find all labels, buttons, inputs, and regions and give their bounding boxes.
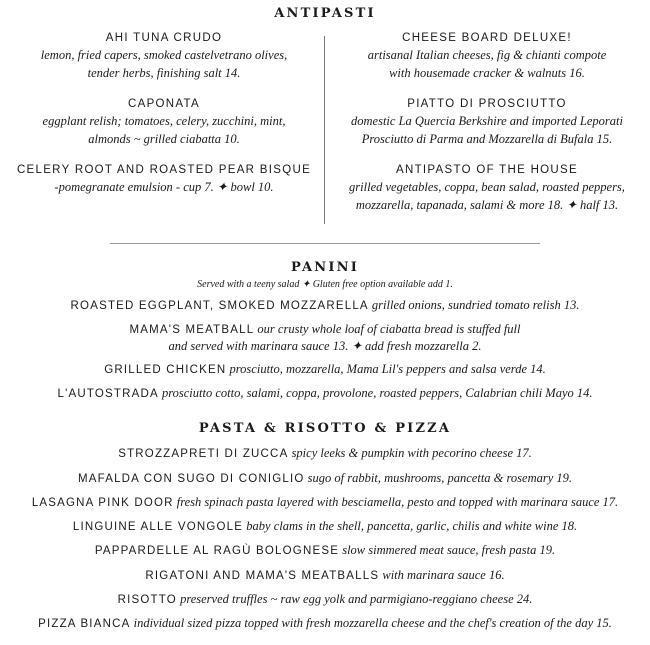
item-desc: tender herbs, finishing salt 14. (87, 66, 241, 80)
menu-item (0, 493, 650, 512)
menu-item (0, 590, 650, 609)
menu-item (0, 296, 650, 315)
item-desc: and served with marinara sauce 13. ✦ add fresh mozzarella 2. (168, 339, 482, 353)
item-name: PAPPARDELLE AL RAGÙ BOLOGNESE (94, 545, 340, 557)
item-desc: domestic La Quercia Berkshire and imported Leporati (351, 114, 623, 128)
item-desc: Prosciutto di Parma and Mozzarella di Bufala 15. (361, 132, 613, 146)
item-name: CHEESE BOARD DELUXE! (402, 32, 572, 44)
menu-item (0, 360, 650, 379)
pasta-heading: PASTA & RISOTTO & PIZZA (198, 421, 452, 436)
item-name: ANTIPASTO OF THE HOUSE (396, 164, 578, 176)
item-name: L'AUTOSTRADA (57, 388, 159, 400)
item-desc: preserved truffles ~ raw egg yolk and parmigiano-reggiano cheese 24. (176, 592, 533, 606)
item-name: ROASTED EGGPLANT, SMOKED MOZZARELLA (70, 300, 369, 312)
column-divider (324, 36, 325, 224)
item-desc: eggplant relish; tomatoes, celery, zucchini, mint, (42, 114, 286, 128)
item-desc: individual sized pizza topped with fresh mozzarella cheese and the chef's creation of the day 15. (130, 616, 612, 630)
item-desc: lemon, fried capers, smoked castelvetrano olives, (40, 48, 288, 62)
item-name: RISOTTO (117, 594, 177, 606)
item-desc: mozzarella, tapanada, salami & more 18. ✦ half 13. (355, 198, 619, 212)
item-name: CAPONATA (128, 98, 200, 110)
menu-item (334, 162, 640, 214)
section-divider (110, 243, 540, 244)
item-name: STROZZAPRETI DI ZUCCA (118, 448, 289, 460)
panini-note: Served with a teeny salad ✦ Gluten free option available add 1. (197, 279, 453, 290)
menu-item (0, 384, 650, 403)
item-desc: with marinara sauce 16. (379, 568, 505, 582)
item-desc: with housemade cracker & walnuts 16. (389, 66, 585, 80)
antipasti-heading: ANTIPASTI (274, 6, 376, 21)
item-name: PIZZA BIANCA (38, 618, 131, 630)
menu-item (14, 162, 314, 196)
item-desc: prosciutto cotto, salami, coppa, provolone, roasted peppers, Calabrian chili Mayo 14. (158, 386, 593, 400)
item-desc: grilled vegetables, coppa, bean salad, roasted peppers, (349, 180, 625, 194)
item-name: CELERY ROOT AND ROASTED PEAR BISQUE (16, 164, 312, 176)
item-desc: our crusty whole loaf of ciabatta bread is stuffed full (254, 322, 521, 336)
menu-item (0, 469, 650, 488)
antipasti-left-column (14, 30, 314, 210)
item-name: GRILLED CHICKEN (104, 364, 227, 376)
item-name: LASAGNA PINK DOOR (31, 497, 174, 509)
panini-heading: PANINI (290, 260, 360, 275)
menu-item (0, 444, 650, 463)
item-desc: almonds ~ grilled ciabatta 10. (88, 132, 240, 146)
item-name: RIGATONI AND MAMA'S MEATBALLS (145, 570, 380, 582)
item-name: MAMA'S MEATBALL (129, 324, 255, 336)
item-desc: baby clams in the shell, pancetta, garlic, chilis and white wine 18. (243, 519, 578, 533)
menu-item (334, 30, 640, 82)
item-desc: sugo of rabbit, mushrooms, pancetta & rosemary 19. (304, 471, 573, 485)
item-desc: artisanal Italian cheeses, fig & chianti compote (367, 48, 607, 62)
menu-item-continued (0, 337, 650, 355)
menu-item (334, 96, 640, 148)
item-name: MAFALDA CON SUGO DI CONIGLIO (77, 473, 305, 485)
item-desc: prosciutto, mozzarella, Mama Lil's peppers and salsa verde 14. (226, 362, 546, 376)
item-desc: -pomegranate emulsion - cup 7. ✦ bowl 10. (54, 180, 274, 194)
menu-item (14, 30, 314, 82)
menu-item (0, 541, 650, 560)
item-name: LINGUINE ALLE VONGOLE (72, 521, 244, 533)
menu-item (0, 566, 650, 585)
item-desc: grilled onions, sundried tomato relish 13. (368, 298, 580, 312)
item-desc: spicy leeks & pumpkin with pecorino cheese 17. (288, 446, 532, 460)
item-desc: slow simmered meat sauce, fresh pasta 19. (339, 543, 556, 557)
menu-item (0, 614, 650, 633)
menu-item (14, 96, 314, 148)
item-name: AHI TUNA CRUDO (105, 32, 223, 44)
item-desc: fresh spinach pasta layered with besciamella, pesto and topped with marinara sauce 17. (173, 495, 619, 509)
item-name: PIATTO DI PROSCIUTTO (407, 98, 567, 110)
antipasti-right-column (334, 30, 640, 228)
menu-item (0, 517, 650, 536)
